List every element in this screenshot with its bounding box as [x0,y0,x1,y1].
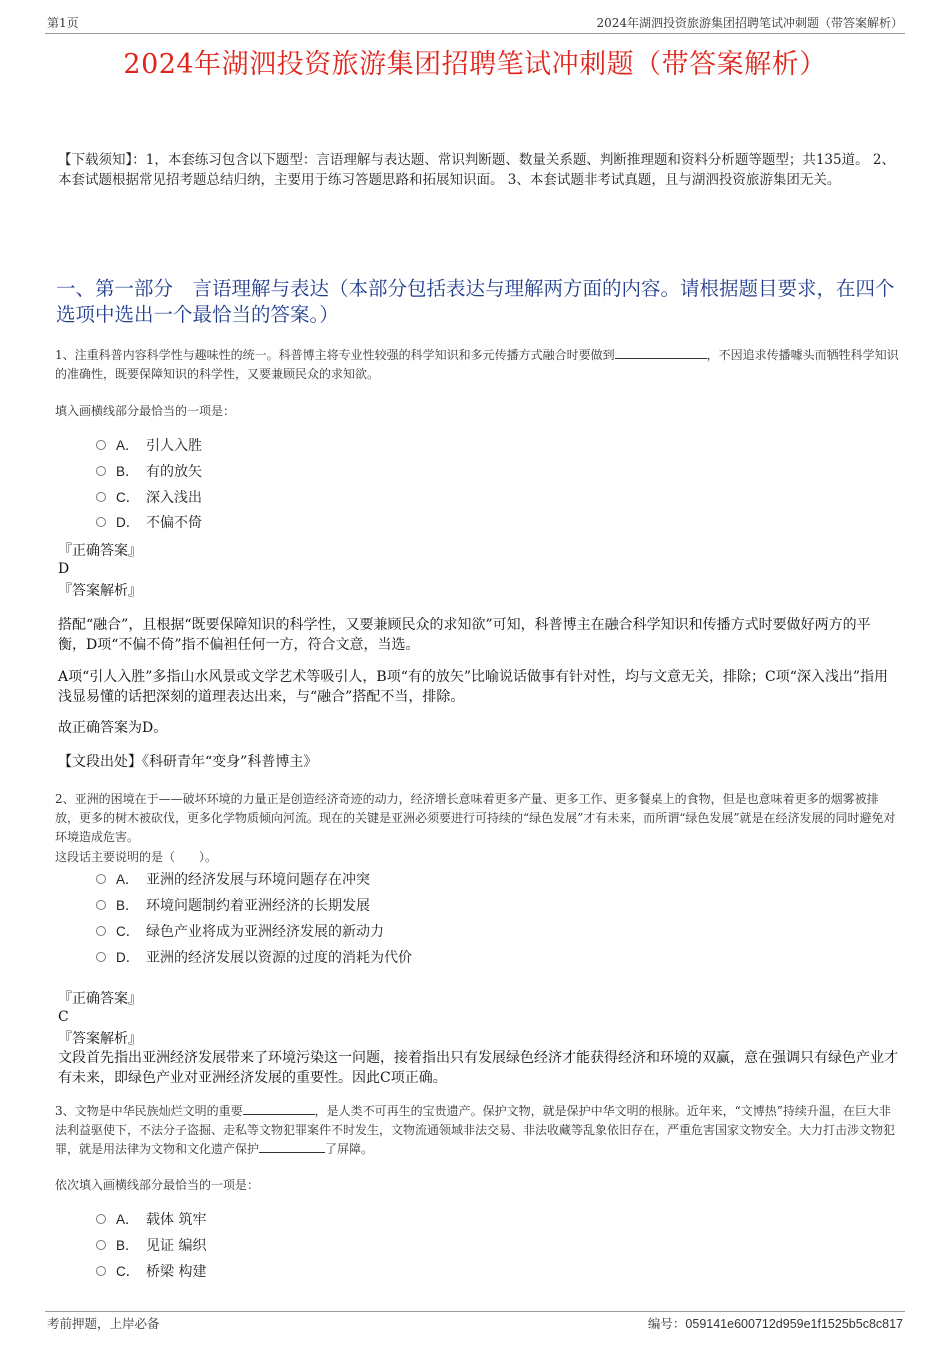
question-2-answer: C [58,1009,69,1025]
question-1-answer: D [58,561,70,577]
radio-icon[interactable] [96,466,106,476]
header-doc-title: 2024年湖泗投资旅游集团招聘笔试冲刺题（带答案解析） [596,16,903,30]
option-label: C． [116,490,140,505]
question-1-option-d[interactable] [96,513,202,533]
answer-blank [615,346,707,359]
question-3-stem-part-c: 了屏障。 [325,1142,374,1156]
answer-blank [259,1140,325,1153]
radio-icon[interactable] [96,874,106,884]
option-label: B． [116,1238,139,1253]
answer-blank [243,1102,315,1115]
option-label: A． [116,1212,139,1227]
question-1-answer-heading: 『正确答案』 [58,543,142,559]
option-text: 有的放矢 [146,464,202,480]
question-2-option-d[interactable] [96,948,412,968]
option-text: 不偏不倚 [146,515,202,531]
radio-icon[interactable] [96,492,106,502]
option-text: 亚洲的经济发展以资源的过度的消耗为代价 [146,950,412,966]
question-1-stem-part-a: 1、注重科普内容科学性与趣味性的统一。科普博主将专业性较强的科学知识和多元传播方式融合时要做到 [55,348,615,362]
question-1-prompt: 填入画横线部分最恰当的一项是： [55,404,236,418]
option-text: 桥梁 构建 [146,1264,207,1280]
option-text: 见证 编织 [146,1238,207,1254]
question-3-stem [55,1102,900,1159]
option-text: 载体 筑牢 [146,1212,207,1228]
radio-icon[interactable] [96,1240,106,1250]
footer-code-label: 编号： [647,1316,686,1331]
question-1-option-b[interactable] [96,462,202,482]
question-2-analysis-p1: 文段首先指出亚洲经济发展带来了环境污染这一问题，接着指出只有发展绿色经济才能获得经济和环境的双赢，意在强调只有绿色产业才有未来，即绿色产业对亚洲经济发展的重要性。因此C项正确。 [58,1050,898,1086]
question-2-stem: 2、亚洲的困境在于——破坏环境的力量正是创造经济奇迹的动力，经济增长意味着更多产量、更多工作、更多餐桌上的食物，但是也意味着更多的烟雾被排放，更多的树木被砍伐，更多化学物质倾向河流。现在的关键是亚洲必须要进行可持续的“绿色发展”才有未来，而所谓“绿色发展”就是在经济发展的同时避免对环境造成危害。 [55,792,896,844]
option-text: 环境问题制约着亚洲经济的长期发展 [146,898,370,914]
question-3-prompt: 依次填入画横线部分最恰当的一项是： [55,1178,260,1192]
option-text: 深入浅出 [146,490,202,506]
option-label: B． [116,898,139,913]
footer-slogan: 考前押题，上岸必备 [47,1316,160,1331]
option-text: 亚洲的经济发展与环境问题存在冲突 [146,872,370,888]
radio-icon[interactable] [96,1266,106,1276]
question-1-stem [55,346,900,384]
option-label: C． [116,1264,140,1279]
footer-divider [45,1311,905,1312]
question-1-analysis-p2: A项“引人入胜”多指山水风景或文学艺术等吸引人，B项“有的放矢”比喻说话做事有针对性，均与文意无关，排除；C项“深入浅出”指用浅显易懂的话把深刻的道理表达出来，与“融合”搭配不当，排除。 [58,669,889,705]
radio-icon[interactable] [96,517,106,527]
footer-code-value: 059141e600712d959e1f1525b5c8c817 [685,1317,903,1331]
page-title: 2024年湖泗投资旅游集团招聘笔试冲刺题（带答案解析） [123,49,827,80]
radio-icon[interactable] [96,1214,106,1224]
question-3-stem-part-b: ，是人类不可再生的宝贵遗产。保护文物，就是保护中华文明的根脉。近年来，“文博热”持续升温，在巨大非法利益驱使下，不法分子盗掘、走私等文物犯罪案件不时发生，文物流通领域非法交易、非法收藏等乱象依旧存在，严重危害国家文物安全。大力打击涉文物犯罪，就是用法律为文物和文化遗产保护 [55,1104,896,1156]
question-3-option-b[interactable] [96,1236,206,1256]
question-2-prompt: 这段话主要说明的是（ ）。 [55,850,218,864]
option-label: C． [116,924,140,939]
radio-icon[interactable] [96,926,106,936]
radio-icon[interactable] [96,952,106,962]
question-1-analysis-p3: 故正确答案为D。 [58,720,168,736]
header-divider [45,33,905,34]
footer-code [648,1314,903,1332]
page-number: 第1页 [47,16,79,30]
radio-icon[interactable] [96,440,106,450]
download-notice: 【下载须知】：1，本套练习包含以下题型：言语理解与表达题、常识判断题、数量关系题、判断推理题和资料分析题等题型；共135道。 2、本套试题根据常见招考题总结归纳，主要用于练习答题思路和拓展知识面。 3、本套试题非考试真题，且与湖泗投资旅游集团无关。 [58,152,895,188]
option-text: 引人入胜 [146,438,202,454]
question-1-option-c[interactable] [96,488,202,508]
option-label: B． [116,464,139,479]
option-label: A． [116,438,139,453]
question-1-option-a[interactable] [96,436,202,456]
question-1-analysis-heading: 『答案解析』 [58,583,142,599]
question-3-option-c[interactable] [96,1262,206,1282]
option-label: A． [116,872,139,887]
section-heading: 一、第一部分 言语理解与表达（本部分包括表达与理解两方面的内容。请根据题目要求，在四个选项中选出一个最恰当的答案。） [56,277,895,326]
question-2-option-b[interactable] [96,896,370,916]
question-2-answer-heading: 『正确答案』 [58,991,142,1007]
question-2-option-a[interactable] [96,870,370,890]
question-3-option-a[interactable] [96,1210,206,1230]
question-1-source: 【文段出处】《科研青年“变身”科普博主》 [58,754,318,770]
question-2-option-c[interactable] [96,922,384,942]
option-text: 绿色产业将成为亚洲经济发展的新动力 [146,924,384,940]
question-1-analysis-p1: 搭配“融合”，且根据“既要保障知识的科学性，又要兼顾民众的求知欲”可知，科普博主在融合科学知识和传播方式时要做好两方的平衡，D项“不偏不倚”指不偏袒任何一方，符合文意，当选。 [58,617,871,653]
option-label: D． [116,515,140,530]
radio-icon[interactable] [96,900,106,910]
question-3-stem-part-a: 3、文物是中华民族灿烂文明的重要 [55,1104,243,1118]
option-label: D． [116,950,140,965]
question-2-analysis-heading: 『答案解析』 [58,1031,142,1047]
question-1-stem-part-b: ，不因追求传播噱头而牺牲科学知识的准确性，既要保障知识的科学性，又要兼顾民众的求知欲。 [55,348,899,381]
